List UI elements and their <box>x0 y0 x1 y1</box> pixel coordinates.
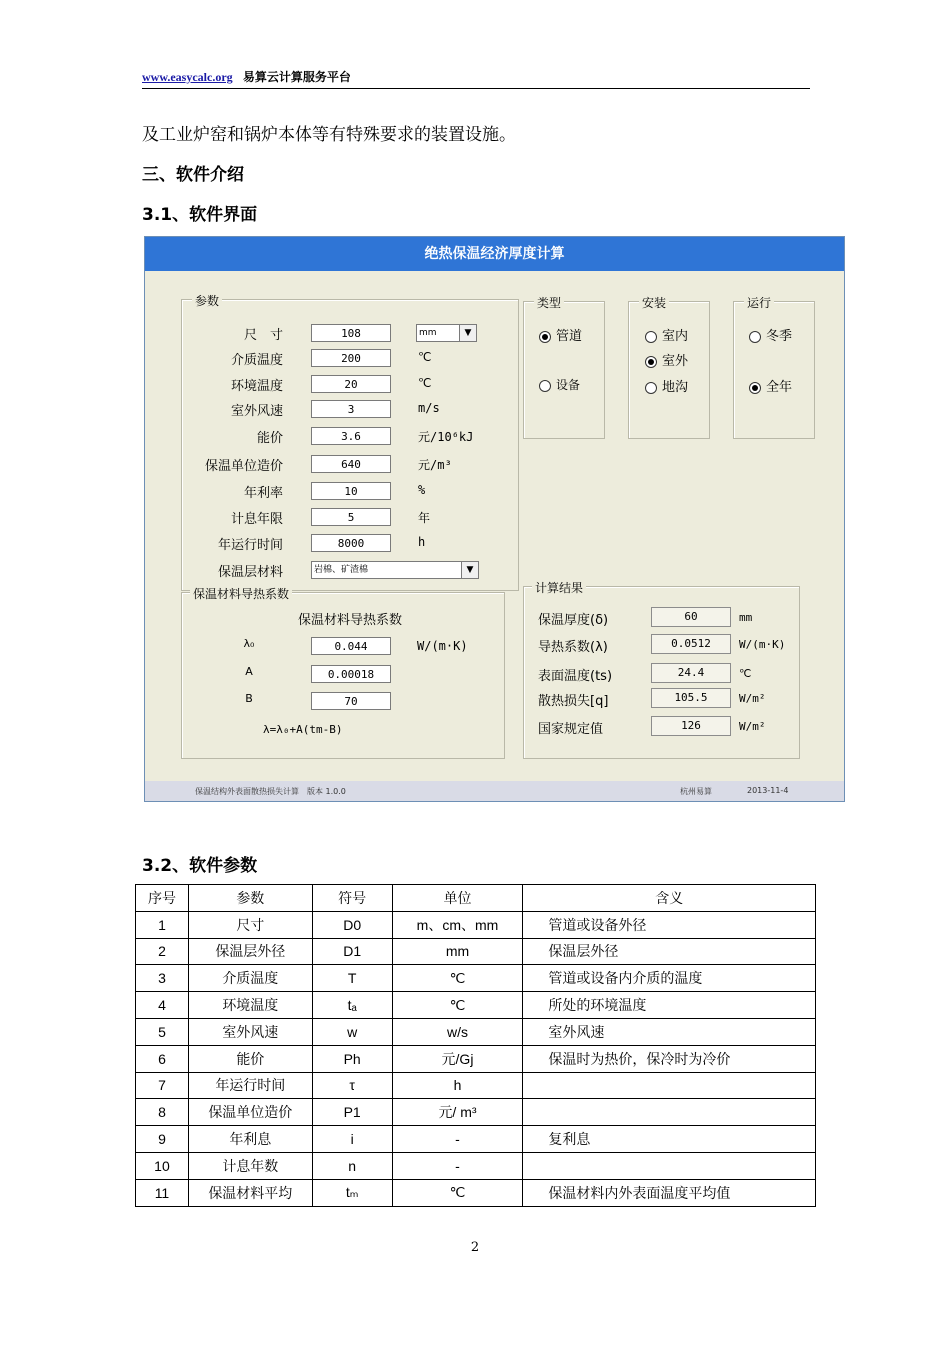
table-row <box>136 1152 816 1179</box>
table-cell: mm <box>392 938 523 965</box>
chevron-down-icon[interactable]: ▼ <box>461 562 478 578</box>
param-input[interactable]: 108 <box>311 324 391 342</box>
table-cell: - <box>392 1126 523 1153</box>
software-window <box>144 236 845 802</box>
table-row <box>136 992 816 1019</box>
radio-icon <box>539 380 551 392</box>
conductivity-label: λ₀ <box>243 637 255 650</box>
table-cell: Ph <box>312 1045 392 1072</box>
params-group-label: 参数 <box>192 292 222 309</box>
table-row <box>136 965 816 992</box>
param-input[interactable]: 3 <box>311 400 391 418</box>
param-label: 年运行时间 <box>217 538 283 553</box>
radio-label: 室内 <box>662 329 689 344</box>
col-header: 含义 <box>523 885 816 912</box>
col-header: 符号 <box>312 885 392 912</box>
page-header <box>142 68 810 89</box>
result-value: 126 <box>651 716 731 736</box>
table-cell: 元/ m³ <box>392 1099 523 1126</box>
table-row <box>136 1072 816 1099</box>
conductivity-input[interactable]: 0.00018 <box>311 665 391 683</box>
table-cell: 能价 <box>188 1045 312 1072</box>
table-cell: 1 <box>136 911 189 938</box>
material-label: 保温层材料 <box>217 565 283 580</box>
table-cell: 管道或设备内介质的温度 <box>523 965 816 992</box>
size-unit-select[interactable] <box>416 324 477 342</box>
table-cell: h <box>392 1072 523 1099</box>
table-row <box>136 1099 816 1126</box>
material-select[interactable] <box>311 561 479 579</box>
result-value: 0.0512 <box>651 634 731 654</box>
param-input[interactable]: 8000 <box>311 534 391 552</box>
table-row <box>136 911 816 938</box>
table-cell: 保温层外径 <box>188 938 312 965</box>
chevron-down-icon[interactable]: ▼ <box>459 325 476 341</box>
table-cell: 6 <box>136 1045 189 1072</box>
col-header: 单位 <box>392 885 523 912</box>
table-cell: w <box>312 1018 392 1045</box>
param-input[interactable]: 200 <box>311 349 391 367</box>
param-label: 环境温度 <box>230 379 283 394</box>
table-row <box>136 1045 816 1072</box>
radio-label: 全年 <box>766 380 793 395</box>
col-header: 参数 <box>188 885 312 912</box>
status-bar <box>145 781 844 801</box>
type-group-label: 类型 <box>534 294 564 311</box>
result-value: 105.5 <box>651 688 731 708</box>
table-cell: w/s <box>392 1018 523 1045</box>
table-cell: 年利息 <box>188 1126 312 1153</box>
result-group-label: 计算结果 <box>532 579 586 596</box>
param-label: 能价 <box>256 431 283 446</box>
param-input[interactable]: 10 <box>311 482 391 500</box>
radio-run-winter[interactable] <box>749 325 792 344</box>
radio-icon <box>645 331 657 343</box>
install-group-label: 安装 <box>639 294 669 311</box>
table-cell: 所处的环境温度 <box>523 992 816 1019</box>
table-cell: 9 <box>136 1126 189 1153</box>
table-cell: 元/Gj <box>392 1045 523 1072</box>
run-group-label: 运行 <box>744 294 774 311</box>
conductivity-formula: λ=λ₀+A(tm-B) <box>263 723 343 736</box>
table-cell: 8 <box>136 1099 189 1126</box>
conductivity-input[interactable]: 0.044 <box>311 637 391 655</box>
table-row <box>136 1018 816 1045</box>
result-unit: W/m² <box>739 720 766 733</box>
radio-install-trench[interactable] <box>645 376 688 395</box>
table-cell: 室外风速 <box>523 1018 816 1045</box>
result-unit: ℃ <box>739 667 752 680</box>
table-cell: tₐ <box>312 992 392 1019</box>
table-cell <box>523 1152 816 1179</box>
table-cell: 保温材料平均 <box>188 1179 312 1206</box>
col-header: 序号 <box>136 885 189 912</box>
table-cell: 5 <box>136 1018 189 1045</box>
param-unit: 元/10⁶kJ <box>418 430 474 444</box>
table-cell: n <box>312 1152 392 1179</box>
result-label: 国家规定值 <box>538 722 604 737</box>
radio-label: 室外 <box>662 354 689 369</box>
radio-label: 管道 <box>556 329 583 344</box>
site-link[interactable]: www.easycalc.org <box>142 70 233 84</box>
table-cell: τ <box>312 1072 392 1099</box>
result-unit: W/(m·K) <box>739 638 786 651</box>
param-input[interactable]: 5 <box>311 508 391 526</box>
radio-install-indoor[interactable] <box>645 325 688 344</box>
status-version: 保温结构外表面散热损失计算 版本 1.0.0 <box>195 787 346 796</box>
param-label: 保温单位造价 <box>204 459 283 474</box>
table-header-row <box>136 885 816 912</box>
param-unit: ℃ <box>418 376 432 390</box>
table-cell: 年运行时间 <box>188 1072 312 1099</box>
radio-run-yearround[interactable] <box>749 376 792 395</box>
param-input[interactable]: 20 <box>311 375 391 393</box>
table-row <box>136 1179 816 1206</box>
status-company: 杭州易算 <box>680 787 712 796</box>
table-cell: ℃ <box>392 992 523 1019</box>
param-unit: 年 <box>418 511 431 525</box>
table-cell: m、cm、mm <box>392 911 523 938</box>
param-label: 室外风速 <box>230 404 283 419</box>
table-cell <box>523 1072 816 1099</box>
conductivity-input[interactable]: 70 <box>311 692 391 710</box>
table-cell: 4 <box>136 992 189 1019</box>
radio-icon <box>749 382 761 394</box>
table-cell: 室外风速 <box>188 1018 312 1045</box>
table-row <box>136 938 816 965</box>
status-date: 2013-11-4 <box>747 786 789 795</box>
table-cell: 保温层外径 <box>523 938 816 965</box>
radio-label: 冬季 <box>766 329 793 344</box>
param-input[interactable]: 3.6 <box>311 427 391 445</box>
table-cell: 计息年数 <box>188 1152 312 1179</box>
table-cell: tₘ <box>312 1179 392 1206</box>
type-group <box>523 296 605 439</box>
result-unit: mm <box>739 611 753 624</box>
window-title: 绝热保温经济厚度计算 <box>145 237 844 271</box>
param-unit: h <box>418 535 426 549</box>
param-label: 介质温度 <box>230 353 283 368</box>
table-cell: D1 <box>312 938 392 965</box>
result-label: 散热损失[q] <box>538 694 609 709</box>
radio-icon <box>539 331 551 343</box>
result-label: 导热系数(λ) <box>538 640 608 655</box>
conductivity-label: B <box>245 692 253 705</box>
table-cell: 11 <box>136 1179 189 1206</box>
param-unit: % <box>418 483 426 497</box>
param-label: 尺 寸 <box>243 328 283 343</box>
result-unit: W/m² <box>739 692 766 705</box>
table-cell: 10 <box>136 1152 189 1179</box>
conductivity-label: A <box>245 665 253 678</box>
table-cell: ℃ <box>392 1179 523 1206</box>
table-cell: i <box>312 1126 392 1153</box>
table-cell: P1 <box>312 1099 392 1126</box>
result-value: 24.4 <box>651 663 731 683</box>
section-heading-3-2: 3.2、软件参数 <box>142 856 258 876</box>
radio-icon <box>749 331 761 343</box>
intro-paragraph: 及工业炉窑和锅炉本体等有特殊要求的装置设施。 <box>142 125 516 145</box>
radio-icon <box>645 356 657 368</box>
install-group <box>628 296 710 439</box>
site-name: 易算云计算服务平台 <box>242 70 351 84</box>
table-cell: 保温材料内外表面温度平均值 <box>523 1179 816 1206</box>
radio-label: 地沟 <box>662 380 689 395</box>
result-label: 保温厚度(δ) <box>538 613 609 628</box>
radio-icon <box>645 382 657 394</box>
table-cell: 保温时为热价，保冷时为冷价 <box>523 1045 816 1072</box>
table-cell: 复利息 <box>523 1126 816 1153</box>
table-cell: 3 <box>136 965 189 992</box>
param-label: 年利率 <box>243 486 283 501</box>
param-unit: 元/m³ <box>418 458 452 472</box>
conductivity-group-label: 保温材料导热系数 <box>190 585 292 602</box>
table-cell: 2 <box>136 938 189 965</box>
table-cell: 介质温度 <box>188 965 312 992</box>
table-cell <box>523 1099 816 1126</box>
run-group <box>733 296 815 439</box>
result-value: 60 <box>651 607 731 627</box>
conductivity-title: 保温材料导热系数 <box>297 613 402 628</box>
material-value: 岩棉、矿渣棉 <box>314 565 369 575</box>
table-cell: ℃ <box>392 965 523 992</box>
table-cell: 管道或设备外径 <box>523 911 816 938</box>
table-cell: D0 <box>312 911 392 938</box>
table-cell: 环境温度 <box>188 992 312 1019</box>
table-cell: - <box>392 1152 523 1179</box>
table-cell: 7 <box>136 1072 189 1099</box>
section-heading-3-1: 3.1、软件界面 <box>142 205 258 225</box>
param-label: 计息年限 <box>230 512 283 527</box>
table-cell: 尺寸 <box>188 911 312 938</box>
section-heading-3: 三、软件介绍 <box>142 165 244 185</box>
table-cell: 保温单位造价 <box>188 1099 312 1126</box>
radio-type-pipe[interactable] <box>539 325 582 344</box>
result-label: 表面温度(ts) <box>538 669 613 684</box>
size-unit-value: mm <box>419 328 437 338</box>
param-unit: ℃ <box>418 350 432 364</box>
param-unit: m/s <box>418 401 440 415</box>
table-row <box>136 1126 816 1153</box>
params-table <box>135 884 816 1207</box>
radio-type-equipment[interactable] <box>539 376 580 393</box>
param-input[interactable]: 640 <box>311 455 391 473</box>
page-number: 2 <box>470 1240 480 1255</box>
conductivity-unit: W/(m·K) <box>417 639 468 653</box>
radio-install-outdoor[interactable] <box>645 350 688 369</box>
table-cell: T <box>312 965 392 992</box>
radio-label: 设备 <box>556 378 581 392</box>
